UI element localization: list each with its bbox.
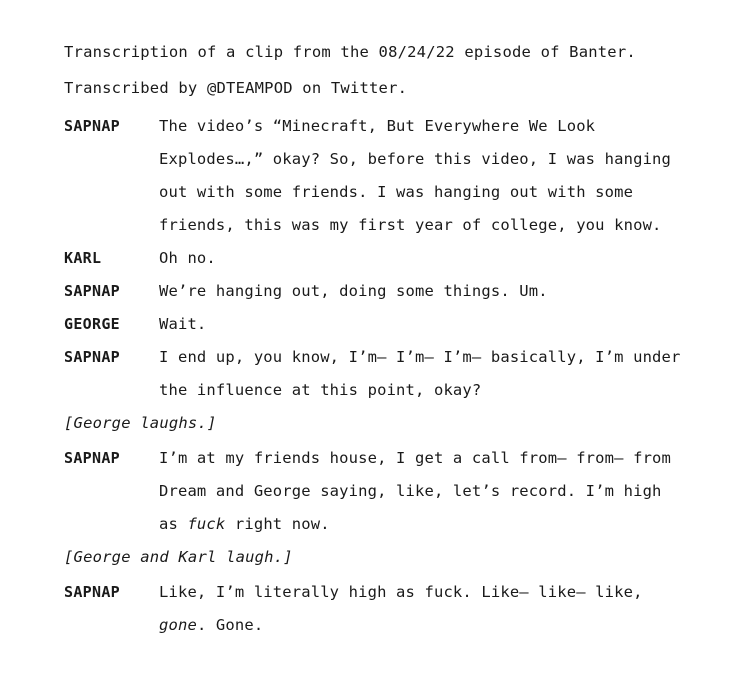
dialogue-text: The video’s “Minecraft, But Everywhere We Look Explodes…,” okay? So, before this video, I was hanging out with some friends. I was hanging out with some friends, this was my first year of college, you know.	[159, 117, 672, 234]
dialogue-text: We’re hanging out, doing some things. Um.	[159, 282, 548, 300]
dialogue-text: Oh no.	[159, 249, 216, 267]
dialogue-entry	[64, 341, 684, 407]
dialogue-text: I’m at my friends house, I get a call from— from— from Dream and George saying, like, let’s record. I’m high as fuck right now.	[159, 449, 672, 533]
transcriber-credit: Transcribed by @DTEAMPOD on Twitter.	[64, 79, 408, 97]
dialogue-text: Like, I’m literally high as fuck. Like— like— like, gone. Gone.	[159, 583, 643, 634]
speaker-name: GEORGE	[64, 315, 120, 333]
stage-direction: [George and Karl laugh.]	[64, 548, 293, 566]
emphasis-text: gone	[159, 616, 197, 634]
dialogue-entry	[64, 576, 684, 642]
transcript-source-line: Transcription of a clip from the 08/24/22 episode of Banter.	[64, 43, 636, 61]
speaker-name: KARL	[64, 249, 102, 267]
dialogue-entry	[64, 275, 684, 308]
dialogue-entry	[64, 110, 684, 242]
speaker-name: SAPNAP	[64, 117, 120, 135]
speaker-name: SAPNAP	[64, 583, 120, 601]
transcript-document	[64, 38, 684, 642]
dialogue-text: I end up, you know, I’m— I’m— I’m— basically, I’m under the influence at this point, okay?	[159, 348, 681, 399]
speaker-name: SAPNAP	[64, 348, 120, 366]
dialogue-entry	[64, 242, 684, 275]
speaker-name: SAPNAP	[64, 282, 120, 300]
dialogue-text: Wait.	[159, 315, 207, 333]
stage-direction: [George laughs.]	[64, 414, 217, 432]
emphasis-text: fuck	[187, 515, 226, 533]
dialogue-entry	[64, 308, 684, 341]
dialogue-entry	[64, 442, 684, 541]
speaker-name: SAPNAP	[64, 449, 120, 467]
